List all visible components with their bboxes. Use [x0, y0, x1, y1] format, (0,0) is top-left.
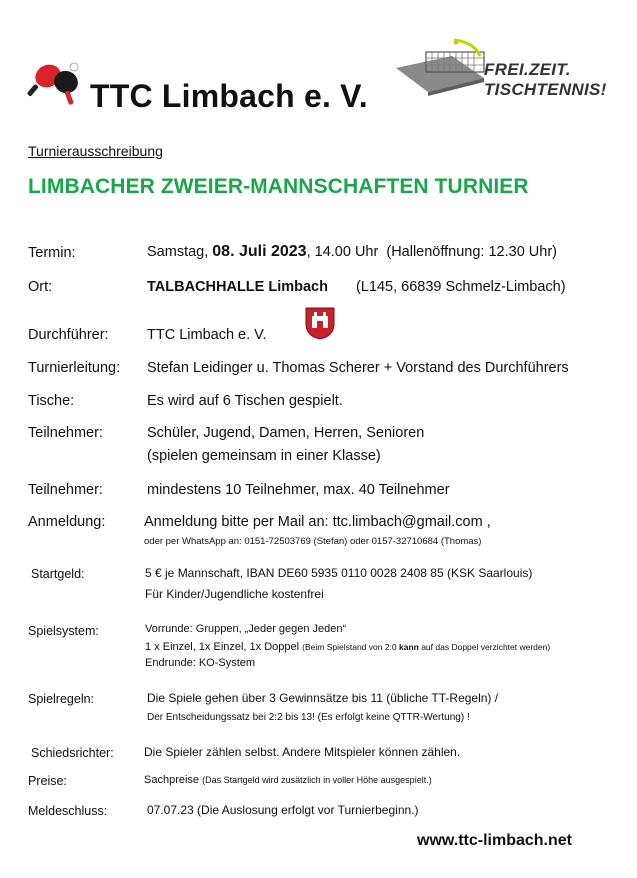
preise-value: [144, 774, 432, 786]
preise-main: Sachpreise: [144, 774, 203, 786]
tische-value: Es wird auf 6 Tischen gespielt.: [147, 393, 343, 409]
ort-venue: TALBACHHALLE Limbach: [147, 279, 328, 295]
anmeldung-email: Anmeldung bitte per Mail an: ttc.limbach@gmail.com ,: [144, 514, 491, 530]
spielsystem-endrunde: Endrunde: KO-System: [145, 657, 256, 669]
schiedsrichter-label: Schiedsrichter:: [31, 746, 114, 760]
durchfuehrer-label: Durchführer:: [28, 327, 109, 343]
spielsystem-note: [302, 642, 550, 652]
termin-opening: (Hallenöffnung: 12.30 Uhr): [386, 244, 557, 260]
brand-line-1: FREI.ZEIT.: [484, 60, 571, 79]
termin-day: Samstag,: [147, 244, 209, 260]
termin-time: , 14.00 Uhr: [306, 244, 379, 260]
ort-address: (L145, 66839 Schmelz-Limbach): [356, 279, 566, 295]
ort-label: Ort:: [28, 279, 53, 295]
termin-date: 08. Juli 2023: [212, 243, 307, 260]
teilnehmer-groups: Schüler, Jugend, Damen, Herren, Senioren: [147, 425, 425, 441]
document-type: Turnierausschreibung: [28, 143, 163, 159]
teilnehmer-count: mindestens 10 Teilnehmer, max. 40 Teilnehmer: [147, 482, 450, 498]
spielsystem-format: [145, 641, 550, 653]
frei-zeit-tischtennis-logo: [392, 38, 617, 108]
spielregeln-line-2: Der Entscheidungssatz bei 2:2 bis 13! (Es erfolgt keine QTTR-Wertung) !: [147, 712, 470, 723]
spielsystem-vorrunde: Vorrunde: Gruppen, „Jeder gegen Jeden“: [145, 623, 347, 635]
spielregeln-label: Spielregeln:: [28, 692, 95, 706]
anmeldung-whatsapp: oder per WhatsApp an: 0151-72503769 (Stefan) oder 0157-32710684 (Thomas): [144, 536, 482, 547]
website-link[interactable]: www.ttc-limbach.net: [417, 832, 572, 849]
preise-label: Preise:: [28, 774, 67, 788]
note-part-a: (Beim Spielstand von 2:0: [302, 642, 399, 652]
note-part-c: auf das Doppel verzichtet werden): [418, 642, 551, 652]
preise-note: (Das Startgeld wird zusätzlich in voller Höhe ausgespielt.): [202, 775, 432, 785]
ort-value: [147, 279, 566, 295]
turnierleitung-label: Turnierleitung:: [28, 360, 121, 376]
termin-label: Termin:: [28, 245, 76, 261]
brand-line-2: TISCHTENNIS!: [484, 80, 607, 99]
tournament-title: LIMBACHER ZWEIER-MANNSCHAFTEN TURNIER: [28, 175, 529, 198]
coat-of-arms-icon: [304, 306, 336, 340]
ping-pong-paddles-icon: [26, 58, 86, 108]
tische-label: Tische:: [28, 393, 75, 409]
anmeldung-label: Anmeldung:: [28, 514, 106, 530]
teilnehmer-label-2: Teilnehmer:: [28, 482, 103, 498]
teilnehmer-label-1: Teilnehmer:: [28, 425, 103, 441]
turnierleitung-value: Stefan Leidinger u. Thomas Scherer + Vorstand des Durchführers: [147, 360, 569, 376]
spielregeln-line-1: Die Spiele gehen über 3 Gewinnsätze bis 11 (übliche TT-Regeln) /: [147, 691, 499, 705]
spielsystem-label: Spielsystem:: [28, 624, 99, 638]
spielsystem-matches: 1 x Einzel, 1x Einzel, 1x Doppel: [145, 641, 303, 653]
durchfuehrer-value: TTC Limbach e. V.: [147, 327, 267, 343]
startgeld-label: Startgeld:: [31, 567, 85, 581]
club-name: TTC Limbach e. V.: [90, 78, 368, 114]
teilnehmer-groups-note: (spielen gemeinsam in einer Klasse): [147, 448, 381, 464]
meldeschluss-label: Meldeschluss:: [28, 804, 108, 818]
schiedsrichter-value: Die Spieler zählen selbst. Andere Mitspieler können zählen.: [144, 745, 461, 759]
termin-value: [147, 243, 557, 261]
meldeschluss-value: 07.07.23 (Die Auslosung erfolgt vor Turnierbeginn.): [147, 803, 419, 817]
note-part-b: kann: [399, 642, 419, 652]
startgeld-fee: 5 € je Mannschaft, IBAN DE60 5935 0110 0028 2408 85 (KSK Saarlouis): [145, 566, 533, 580]
startgeld-youth: Für Kinder/Jugendliche kostenfrei: [145, 587, 324, 601]
